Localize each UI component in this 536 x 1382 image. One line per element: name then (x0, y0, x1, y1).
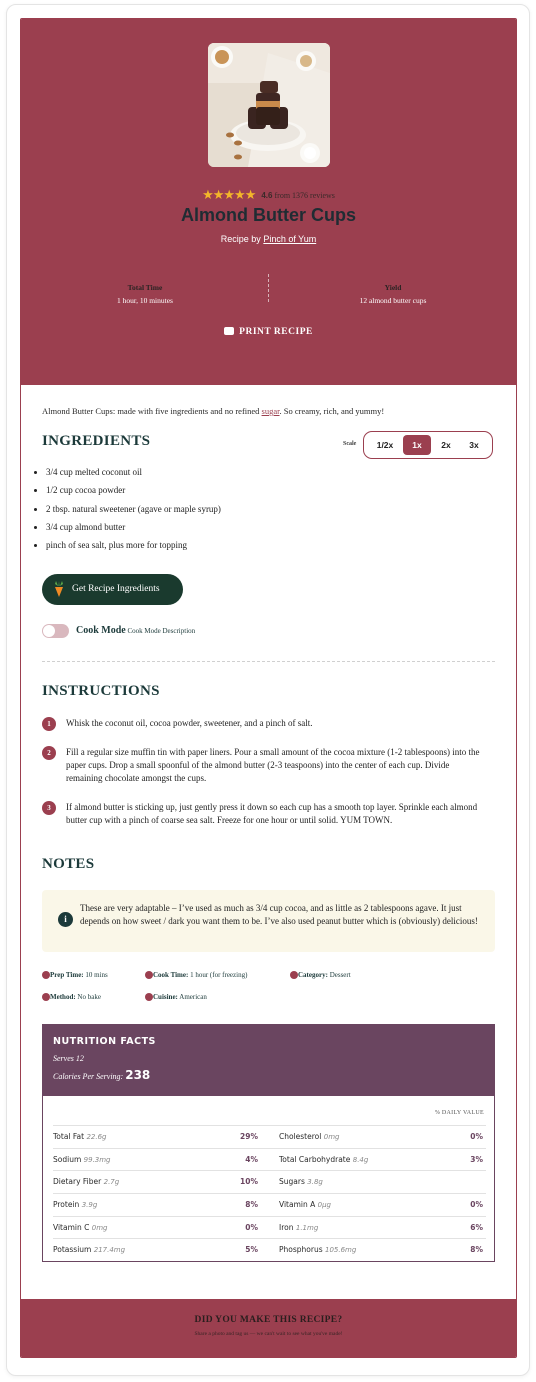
nutrient-name: Total Carbohydrate (279, 1155, 351, 1164)
rating[interactable] (21, 187, 516, 203)
prep-time-tag (42, 971, 108, 979)
nutrient-percent: 0% (470, 1132, 483, 1141)
made-this-recipe-banner (21, 1299, 516, 1358)
nutrient-amount: 0mg (323, 1133, 340, 1141)
nutrient-name: Protein (53, 1200, 80, 1209)
nutrient-right (279, 1155, 368, 1164)
info-icon: i (58, 912, 73, 927)
nutrient-amount: 1.1mg (295, 1224, 319, 1232)
nutrient-left (53, 1177, 119, 1186)
summary-text-end: . So creamy, rich, and yummy! (279, 406, 385, 416)
list-item: • 1/2 cup cocoa powder (46, 485, 221, 503)
category-value: Dessert (329, 971, 351, 979)
nutrition-title: NUTRITION FACTS (53, 1036, 156, 1047)
category-label: Category: (298, 971, 328, 979)
calories (53, 1068, 150, 1082)
bowl-icon (290, 971, 298, 979)
list-item: • 3/4 cup almond butter (46, 522, 221, 540)
nutrient-amount: 99.3mg (83, 1156, 111, 1164)
scale-1x[interactable]: 1x (403, 435, 431, 455)
scale-selector (363, 431, 493, 459)
nutrient-amount: 0µg (317, 1201, 331, 1209)
cook-time-tag (145, 971, 247, 979)
nutrient-left (53, 1200, 97, 1209)
nutrient-left (53, 1155, 111, 1164)
utensils-icon (145, 993, 153, 1001)
method-value: No bake (77, 993, 101, 1001)
recipe-header (21, 19, 516, 385)
pot-icon (42, 993, 50, 1001)
nutrient-percent: 3% (470, 1155, 483, 1164)
step-text: Whisk the coconut oil, cocoa powder, sweetener, and a pinch of salt. (66, 718, 313, 728)
list-item: • 3/4 cup melted coconut oil (46, 467, 221, 485)
cuisine-label: Cuisine: (153, 993, 178, 1001)
nutrient-name: Vitamin C (53, 1223, 90, 1232)
nutrient-percent: 29% (240, 1132, 258, 1141)
cuisine-tag (145, 993, 207, 1001)
table-row (53, 1238, 486, 1260)
print-recipe-button[interactable] (21, 327, 516, 337)
sugar-link[interactable]: sugar (261, 406, 280, 416)
section-divider (42, 661, 495, 662)
nutrient-name: Vitamin A (279, 1200, 316, 1209)
scale-3x[interactable]: 3x (469, 440, 479, 450)
table-row (53, 1148, 486, 1170)
nutrient-right (279, 1177, 323, 1186)
nutrient-right (279, 1200, 331, 1209)
ingredients-heading: INGREDIENTS (42, 433, 151, 449)
rating-stars-icon: ★★★★★ (202, 187, 256, 202)
nutrient-left (53, 1245, 125, 1254)
step-number: 2 (42, 746, 56, 760)
list-item: • 2 tbsp. natural sweetener (agave or maple syrup) (46, 504, 221, 522)
calories-value: 238 (125, 1068, 151, 1082)
nutrient-amount: 0mg (91, 1224, 108, 1232)
notes-heading: NOTES (42, 856, 95, 872)
nutrient-percent: 5% (245, 1245, 258, 1254)
recipe-title: Almond Butter Cups (181, 205, 356, 225)
nutrient-amount: 3.9g (81, 1201, 98, 1209)
nutrient-percent: 8% (470, 1245, 483, 1254)
step-number: 3 (42, 801, 56, 815)
note-box (42, 890, 495, 952)
nutrient-percent: 4% (245, 1155, 258, 1164)
total-time-label: Total Time (127, 283, 163, 292)
recipe-photo (208, 43, 330, 167)
printer-icon (224, 327, 234, 335)
nutrient-left (53, 1223, 107, 1232)
carrot-icon (53, 581, 65, 597)
summary-text: Almond Butter Cups: made with five ingredients and no refined (42, 406, 260, 416)
prep-time-value: 10 mins (85, 971, 108, 979)
step-number: 1 (42, 717, 56, 731)
byline (21, 234, 516, 244)
nutrient-percent: 6% (470, 1223, 483, 1232)
servings: Serves 12 (53, 1054, 84, 1063)
table-row (53, 1193, 486, 1215)
nutrient-name: Sugars (279, 1177, 305, 1186)
cook-mode-label: Cook Mode (76, 625, 126, 636)
nutrient-name: Potassium (53, 1245, 92, 1254)
yield-value: 12 almond butter cups (359, 296, 427, 305)
nutrition-header (43, 1025, 494, 1096)
nutrient-percent: 8% (245, 1200, 258, 1209)
nutrient-amount: 22.6g (86, 1133, 107, 1141)
get-recipe-ingredients-button[interactable] (42, 574, 183, 605)
cook-time-label: Cook Time: (153, 971, 189, 979)
nutrient-name: Iron (279, 1223, 294, 1232)
footer-subtitle: Share a photo and tag us — we can't wait to see what you've made! (194, 1331, 343, 1337)
byline-prefix: Recipe by (220, 234, 261, 244)
rating-count: from 1376 reviews (274, 191, 335, 200)
cook-mode (76, 625, 195, 636)
cook-time-value: 1 hour (for freezing) (190, 971, 248, 979)
total-time-value: 1 hour, 10 minutes (117, 296, 173, 305)
scale-half[interactable]: 1/2x (376, 440, 394, 450)
daily-value-label: % DAILY VALUE (434, 1110, 484, 1116)
nutrient-percent: 0% (245, 1223, 258, 1232)
scale-2x[interactable]: 2x (441, 440, 451, 450)
cook-mode-toggle[interactable] (42, 624, 69, 638)
nutrient-amount: 105.6mg (325, 1246, 357, 1254)
nutrient-amount: 8.4g (352, 1156, 369, 1164)
rating-value: 4.6 (261, 191, 273, 200)
nutrient-name: Total Fat (53, 1132, 85, 1141)
total-time (21, 283, 269, 305)
footer-title: DID YOU MAKE THIS RECIPE? (194, 1315, 343, 1325)
cuisine-value: American (179, 993, 207, 1001)
clock-icon (42, 971, 50, 979)
yield-label: Yield (384, 283, 402, 292)
get-ingredients-label: Get Recipe Ingredients (72, 584, 160, 594)
table-row (53, 1125, 486, 1147)
nutrient-amount: 3.8g (307, 1178, 323, 1186)
nutrient-name: Dietary Fiber (53, 1177, 102, 1186)
timer-icon (145, 971, 153, 979)
table-row (53, 1170, 486, 1192)
nutrient-right (279, 1223, 318, 1232)
nutrient-name: Cholesterol (279, 1132, 322, 1141)
nutrient-right (279, 1132, 339, 1141)
method-tag (42, 993, 101, 1001)
recipe-card (20, 18, 517, 1358)
nutrient-amount: 2.7g (103, 1178, 120, 1186)
yield (269, 283, 517, 305)
nutrient-name: Sodium (53, 1155, 82, 1164)
calories-label: Calories Per Serving: (53, 1072, 124, 1081)
author-link[interactable]: Pinch of Yum (263, 234, 317, 244)
nutrition-facts (42, 1024, 495, 1262)
table-row (53, 1216, 486, 1238)
step-text: Fill a regular size muffin tin with paper liners. Pour a small amount of the cocoa mixture (1-2 tablespoons) into the paper cups. Drop a small spoonful of the almond butter (2-3 teaspoons) into the center of each cup. Divide remaining chocolate amongst the cups. (66, 747, 480, 783)
step-text: If almond butter is sticking up, just gently press it down so each cup has a smooth top layer. Sprinkle each almond butter cup with a pinch of coarse sea salt. Freeze for one hour or until solid. YUM TOWN. (66, 802, 478, 825)
nutrient-right (279, 1245, 356, 1254)
scale-label: Scale (343, 441, 357, 447)
print-label: PRINT RECIPE (239, 327, 313, 337)
note-text: These are very adaptable – I’ve used as much as 3/4 cup cocoa, and as little as 2 tablespoons agave. It just depends on how sweet / dark you want them to be. I’ve also used peanut butter which is (obviously) delicious! (80, 903, 478, 926)
category-tag (290, 971, 351, 979)
recipe-summary (42, 406, 384, 416)
list-item: • pinch of sea salt, plus more for topping (46, 540, 221, 558)
nutrient-percent: 10% (240, 1177, 258, 1186)
nutrient-name: Phosphorus (279, 1245, 323, 1254)
nutrient-amount: 217.4mg (93, 1246, 126, 1254)
nutrient-left (53, 1132, 106, 1141)
method-label: Method: (50, 993, 76, 1001)
ingredient-list (46, 467, 221, 558)
prep-time-label: Prep Time: (50, 971, 84, 979)
cook-mode-description: Cook Mode Description (127, 627, 196, 635)
instructions-heading: INSTRUCTIONS (42, 683, 160, 699)
nutrient-percent: 0% (470, 1200, 483, 1209)
